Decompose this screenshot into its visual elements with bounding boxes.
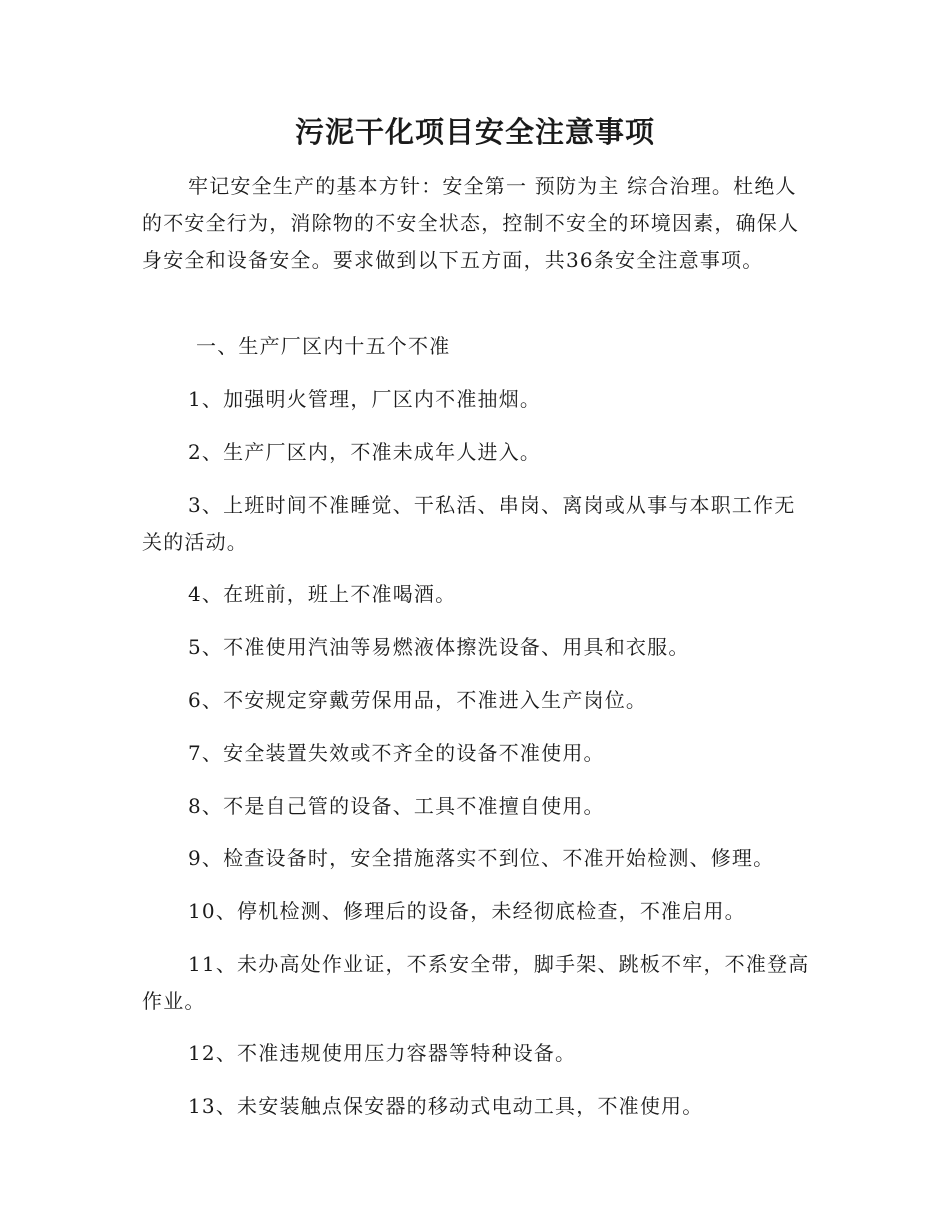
document-title: 污泥干化项目安全注意事项 bbox=[294, 115, 655, 149]
list-item: 4、在班前，班上不准喝酒。 bbox=[188, 582, 457, 606]
list-item: 7、安全装置失效或不齐全的设备不准使用。 bbox=[188, 741, 605, 765]
list-item: 12、不准违规使用压力容器等特种设备。 bbox=[188, 1041, 577, 1065]
list-item: 9、检查设备时，安全措施落实不到位、不准开始检测、修理。 bbox=[188, 846, 775, 870]
section-heading: 一、生产厂区内十五个不准 bbox=[196, 334, 451, 358]
list-item: 6、不安规定穿戴劳保用品，不准进入生产岗位。 bbox=[188, 688, 648, 712]
list-item: 10、停机检测、修理后的设备，未经彻底检查，不准启用。 bbox=[188, 899, 746, 923]
list-item: 3、上班时间不准睡觉、干私活、串岗、离岗或从事与本职工作无关的活动。 bbox=[142, 493, 796, 554]
list-item: 1、加强明火管理，厂区内不准抽烟。 bbox=[188, 387, 542, 411]
list-item: 8、不是自己管的设备、工具不准擅自使用。 bbox=[188, 794, 605, 818]
list-item: 11、未办高处作业证，不系安全带，脚手架、跳板不牢，不准登高作业。 bbox=[142, 952, 810, 1013]
intro-paragraph: 牢记安全生产的基本方针：安全第一 预防为主 综合治理。杜绝人的不安全行为，消除物的不安全状态，控制不安全的环境因素，确保人身安全和设备安全。要求做到以下五方面，共36条安全注意事项。 bbox=[142, 174, 800, 272]
list-item: 13、未安装触点保安器的移动式电动工具，不准使用。 bbox=[188, 1094, 704, 1118]
list-item: 5、不准使用汽油等易燃液体擦洗设备、用具和衣服。 bbox=[188, 635, 690, 659]
list-item: 2、生产厂区内，不准未成年人进入。 bbox=[188, 440, 542, 464]
